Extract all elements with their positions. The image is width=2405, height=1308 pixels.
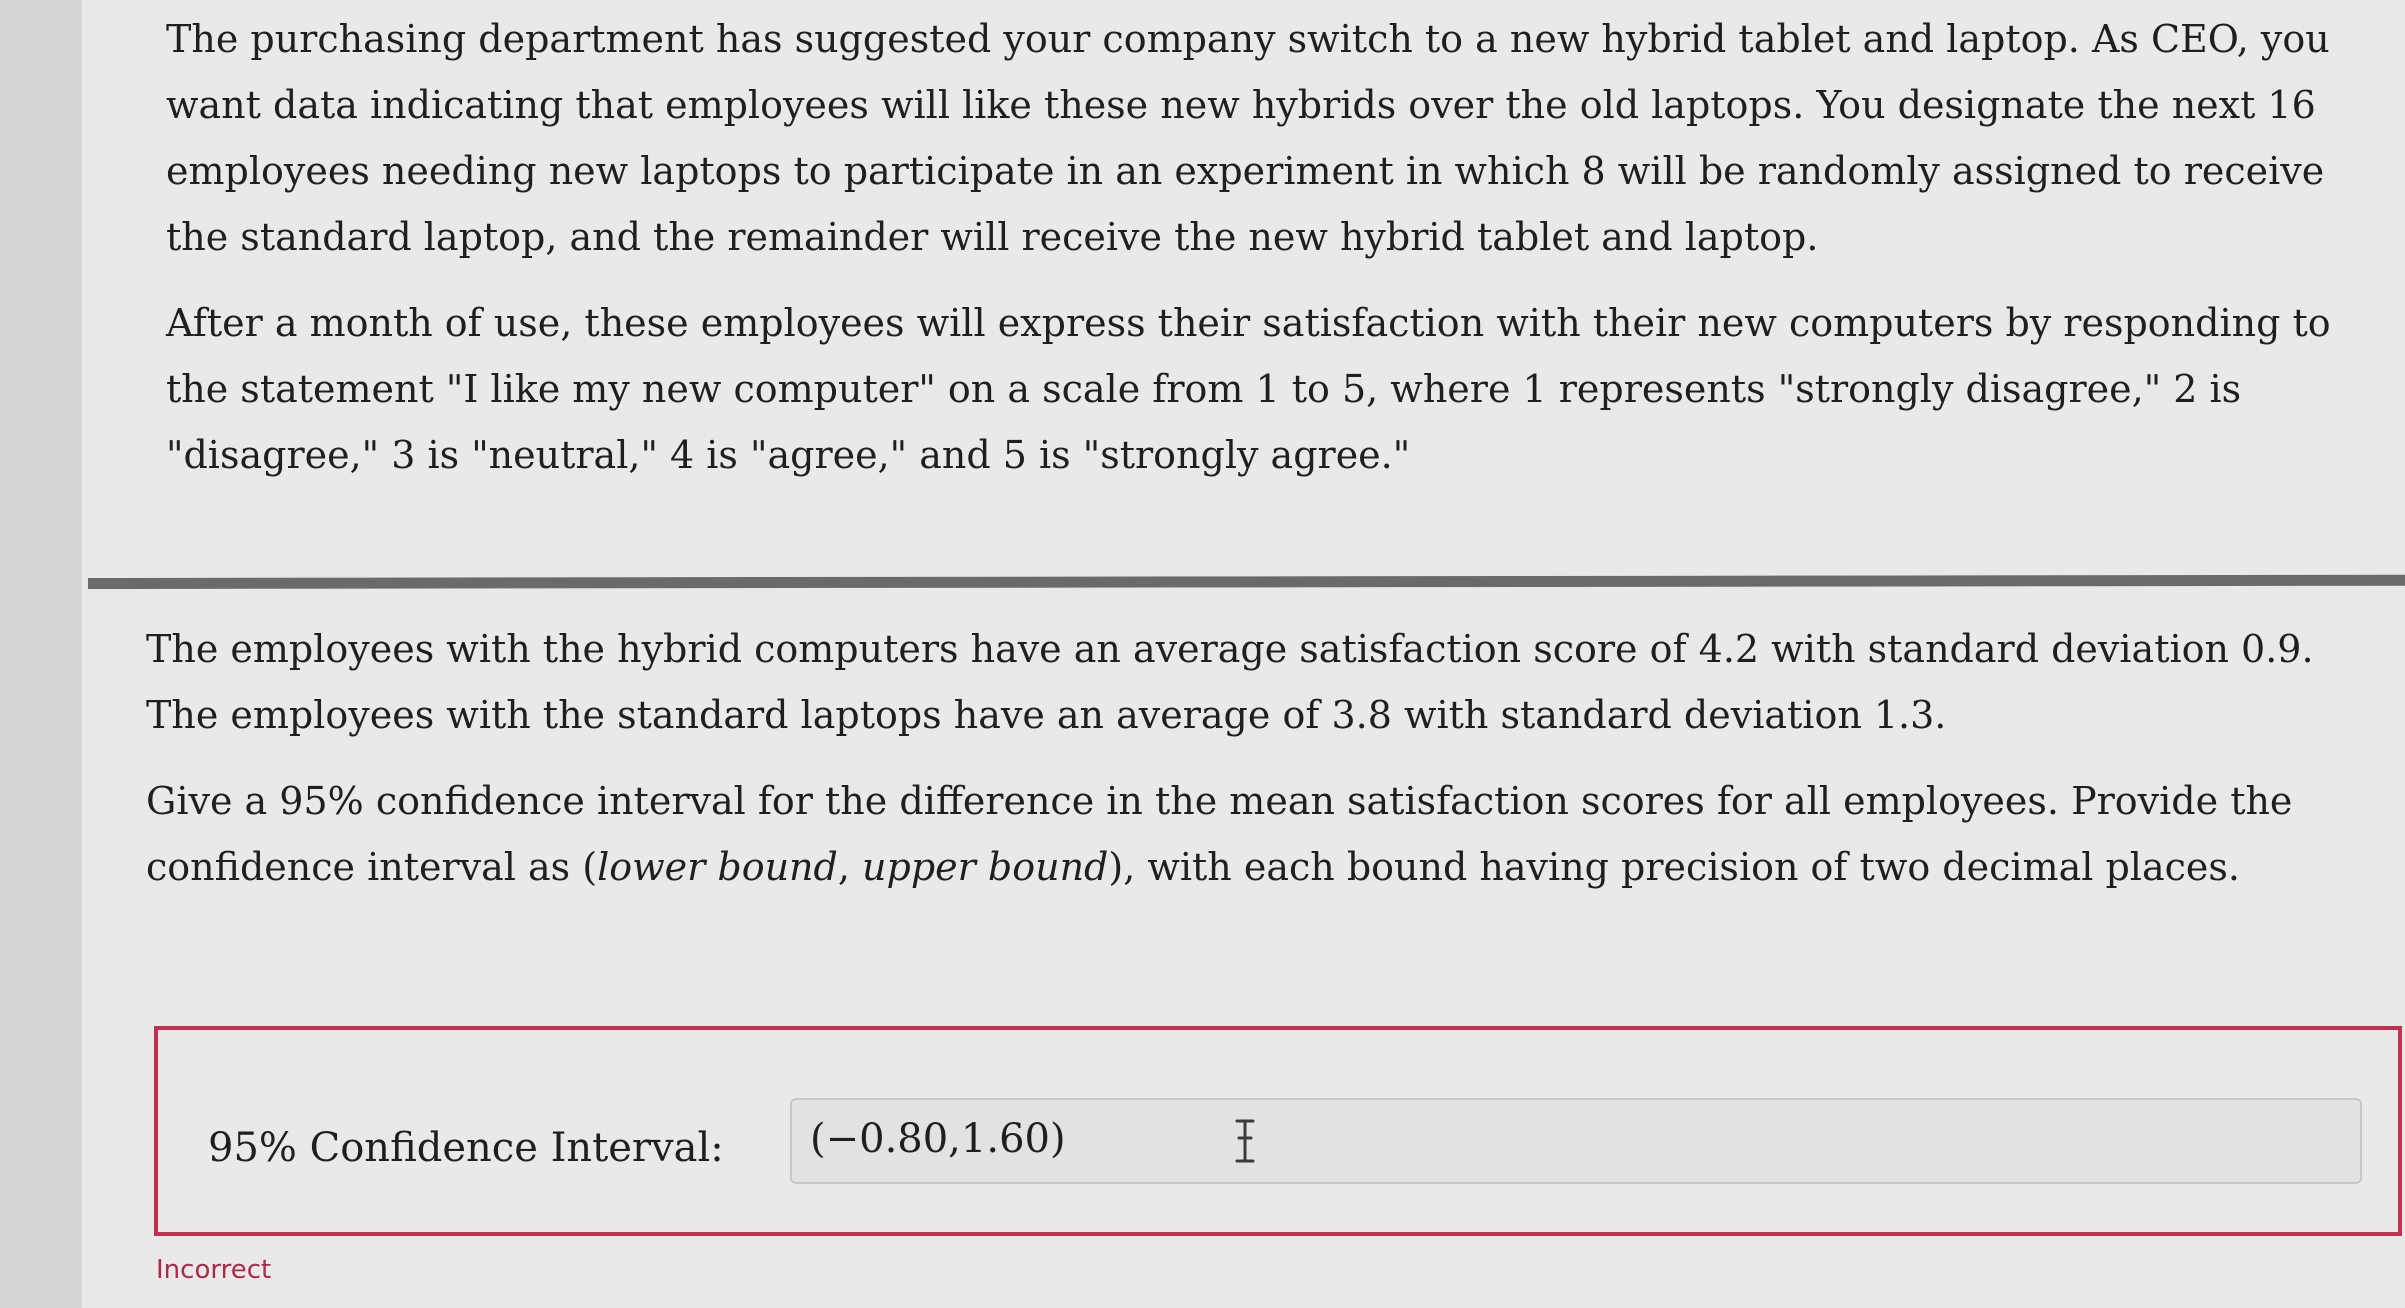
question-comma: , <box>837 845 863 889</box>
lower-bound-term: lower bound <box>597 845 838 889</box>
answer-box <box>154 1026 2402 1236</box>
question-page <box>82 0 2405 1308</box>
left-gutter <box>0 0 82 1308</box>
question-paragraph-2 <box>146 768 2381 900</box>
confidence-interval-value: (−0.80,1.60) <box>810 1116 1066 1162</box>
intro-paragraph-1: The purchasing department has suggested your company switch to a new hybrid tablet and laptop. As CEO, you want data indicating that employees will like these new hybrids over the old laptops. You designate the next 16 employees needing new laptops to participate in an experiment in which 8 will be randomly assigned to receive the standard laptop, and the remainder will receive the new hybrid tablet and laptop. <box>166 17 2330 259</box>
upper-bound-term: upper bound <box>862 845 1109 889</box>
confidence-interval-input[interactable] <box>790 1098 2362 1184</box>
problem-intro <box>166 6 2391 508</box>
intro-paragraph-2: After a month of use, these employees will express their satisfaction with their new computers by responding to the statement "I like my new computer" on a scale from 1 to 5, where 1 represents "strongly disagree," 2 is "disagree," 3 is "neutral," 4 is "agree," and 5 is "strongly agree." <box>166 301 2331 477</box>
feedback-status: Incorrect <box>156 1255 272 1285</box>
question-paragraph-1: The employees with the hybrid computers have an average satisfaction score of 4.2 with standard deviation 0.9. The employees with the standard laptops have an average of 3.8 with standard deviation 1.3. <box>146 627 2314 737</box>
question-text-end: ), with each bound having precision of two decimal places. <box>1108 845 2240 889</box>
confidence-interval-label: 95% Confidence Interval: <box>208 1125 724 1171</box>
text-cursor-icon <box>1232 1118 1258 1164</box>
question-part <box>146 616 2381 920</box>
question-text-start: Give a 95% confidence interval for the difference in the mean satisfaction scores for all employees. Provide the confidence interval as ( <box>146 779 2293 889</box>
section-divider <box>88 575 2405 589</box>
